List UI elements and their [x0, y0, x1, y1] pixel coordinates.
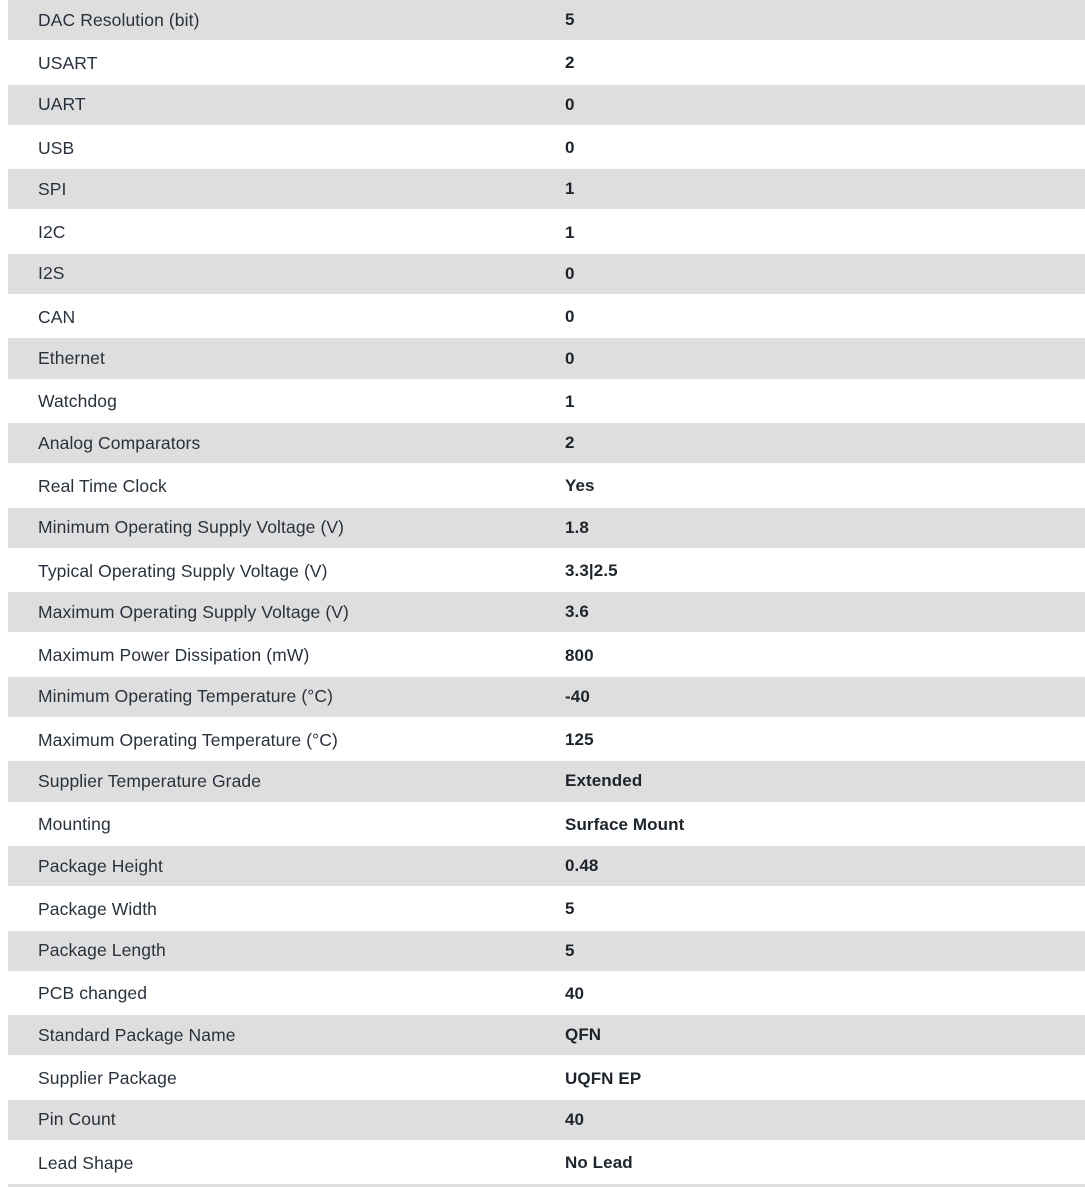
spec-value: QFN	[565, 1025, 602, 1045]
table-row	[8, 677, 1085, 719]
table-row	[8, 761, 1085, 803]
spec-value: 5	[565, 940, 575, 960]
table-row	[8, 804, 1085, 846]
spec-value: 0	[565, 263, 575, 283]
spec-value: 2	[565, 433, 575, 453]
spec-label: Lead Shape	[38, 1152, 134, 1173]
spec-value: Surface Mount	[565, 814, 685, 834]
spec-value: No Lead	[565, 1153, 633, 1173]
table-row	[8, 254, 1085, 296]
spec-label: Standard Package Name	[38, 1024, 236, 1045]
table-row	[8, 1015, 1085, 1057]
spec-value: UQFN EP	[565, 1068, 642, 1088]
table-row	[8, 381, 1085, 423]
table-row	[8, 338, 1085, 380]
spec-value: 1	[565, 222, 575, 242]
spec-value: 2	[565, 53, 575, 73]
spec-label: CAN	[38, 306, 76, 327]
spec-label: UART	[38, 94, 86, 115]
table-row	[8, 973, 1085, 1015]
spec-label: Maximum Operating Supply Voltage (V)	[38, 601, 349, 622]
spec-value: 1.8	[565, 517, 589, 537]
table-row	[8, 846, 1085, 888]
spec-label: USB	[38, 137, 75, 158]
spec-label: Real Time Clock	[38, 475, 167, 496]
table-row	[8, 42, 1085, 84]
spec-value: 0.48	[565, 856, 599, 876]
table-row	[8, 719, 1085, 761]
spec-label: Package Height	[38, 855, 163, 876]
spec-value: 0	[565, 94, 575, 114]
spec-value: 125	[565, 730, 594, 750]
spec-value: 1	[565, 179, 575, 199]
spec-value: Extended	[565, 771, 643, 791]
spec-label: SPI	[38, 178, 67, 199]
table-row	[8, 931, 1085, 973]
table-row	[8, 127, 1085, 169]
spec-label: USART	[38, 52, 98, 73]
spec-label: Supplier Package	[38, 1068, 177, 1089]
table-row	[8, 508, 1085, 550]
spec-value: Yes	[565, 476, 595, 496]
table-row	[8, 1100, 1085, 1142]
spec-label: I2C	[38, 222, 66, 243]
spec-label: PCB changed	[38, 983, 148, 1004]
spec-label: Analog Comparators	[38, 432, 201, 453]
table-row	[8, 550, 1085, 592]
table-row	[8, 888, 1085, 930]
spec-label: Minimum Operating Supply Voltage (V)	[38, 517, 345, 538]
spec-value: 40	[565, 1109, 585, 1129]
spec-label: Minimum Operating Temperature (°C)	[38, 686, 334, 707]
spec-label: Pin Count	[38, 1109, 116, 1130]
spec-value: 0	[565, 348, 575, 368]
table-row	[8, 634, 1085, 676]
spec-value: 5	[565, 899, 575, 919]
table-row	[8, 465, 1085, 507]
spec-label: Watchdog	[38, 391, 117, 412]
spec-value: 40	[565, 983, 585, 1003]
spec-label: I2S	[38, 263, 65, 284]
spec-value: 1	[565, 391, 575, 411]
table-row	[8, 169, 1085, 211]
spec-label: Maximum Power Dissipation (mW)	[38, 645, 310, 666]
spec-label: Typical Operating Supply Voltage (V)	[38, 560, 328, 581]
spec-label: Package Width	[38, 898, 157, 919]
table-row	[8, 1142, 1085, 1184]
spec-value: -40	[565, 686, 590, 706]
spec-value: 0	[565, 138, 575, 158]
spec-value: 3.3|2.5	[565, 561, 618, 580]
spec-label: Package Length	[38, 940, 166, 961]
spec-label: DAC Resolution (bit)	[38, 9, 200, 30]
table-row	[8, 0, 1085, 42]
table-row	[8, 85, 1085, 127]
spec-label: Supplier Temperature Grade	[38, 770, 262, 791]
table-row	[8, 296, 1085, 338]
spec-value: 5	[565, 10, 575, 30]
table-row	[8, 211, 1085, 253]
table-row	[8, 423, 1085, 465]
spec-value: 800	[565, 645, 594, 665]
table-row	[8, 592, 1085, 634]
spec-label: Mounting	[38, 814, 111, 835]
spec-value: 0	[565, 307, 575, 327]
spec-value: 3.6	[565, 602, 589, 622]
spec-label: Ethernet	[38, 348, 105, 369]
table-row	[8, 1057, 1085, 1099]
spec-label: Maximum Operating Temperature (°C)	[38, 729, 338, 750]
